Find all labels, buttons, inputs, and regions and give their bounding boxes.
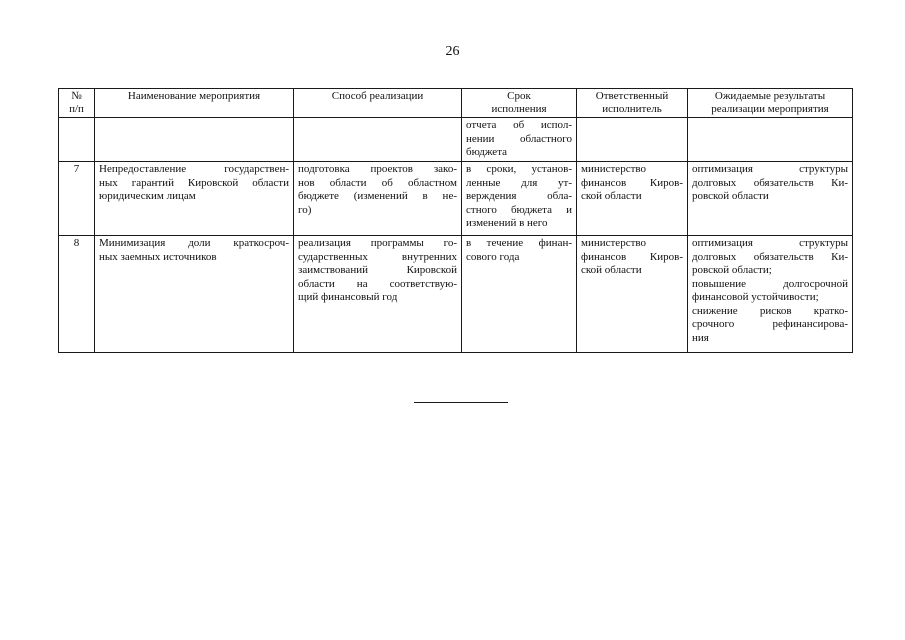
cell-expected-results [688, 118, 853, 162]
cell-line: сового года [466, 250, 520, 263]
header-line: исполнитель [602, 103, 662, 115]
cell-line: оптимизация структуры [692, 163, 848, 175]
cell-measure-name [95, 162, 294, 236]
cell-line: подготовка проектов зако- [298, 163, 457, 175]
cell-line: верждения обла- [466, 190, 572, 202]
cell-line: ных гарантий Кировской области [99, 176, 289, 189]
cell-measure-name [95, 118, 294, 162]
header-line: Ответственный [595, 90, 669, 102]
cell-method [294, 118, 462, 162]
cell-line: ния [692, 331, 709, 344]
cell-line: реализация программы го- [298, 237, 457, 249]
cell-line: ской области [581, 190, 642, 202]
cell-line: финансов Киров- [581, 250, 683, 263]
header-line: реализации мероприятия [711, 103, 829, 115]
cell-number [59, 118, 95, 162]
header-line: Срок [507, 90, 531, 102]
cell-expected-results [688, 162, 853, 236]
cell-line: 8 [73, 237, 80, 249]
cell-method [294, 236, 462, 353]
cell-deadline [462, 162, 577, 236]
header-line: Наименование мероприятия [127, 90, 261, 102]
cell-deadline [462, 236, 577, 353]
header-line: исполнения [491, 103, 547, 115]
header-method [294, 89, 462, 118]
cell-line: в сроки, установ- [466, 163, 572, 175]
cell-line: повышение долгосрочной [692, 277, 848, 290]
header-responsible [577, 89, 688, 118]
cell-line: финансовой устойчивости; [692, 291, 819, 303]
measures-table [58, 88, 853, 353]
cell-line: ской области [581, 264, 642, 276]
cell-line: долговых обязательств Ки- [692, 250, 848, 263]
cell-line: щий финансовый год [298, 291, 398, 303]
cell-line: юридическим лицам [99, 190, 196, 202]
table-row [59, 236, 853, 353]
cell-line: долговых обязательств Ки- [692, 176, 848, 189]
header-measure-name [95, 89, 294, 118]
cell-line: сударственных внутренних [298, 250, 457, 263]
cell-line: Минимизация доли краткосроч- [99, 237, 289, 249]
cell-responsible [577, 118, 688, 162]
cell-line: нении областного [466, 132, 572, 145]
cell-line: срочного рефинансирова- [692, 318, 848, 330]
cell-line: ных заемных источников [99, 250, 217, 263]
table-row [59, 162, 853, 236]
cell-number [59, 162, 95, 236]
header-line: № [71, 90, 82, 102]
cell-measure-name [95, 236, 294, 353]
header-line: п/п [69, 103, 84, 115]
table-header-row [59, 89, 853, 118]
cell-line: финансов Киров- [581, 176, 683, 189]
cell-line: снижение рисков кратко- [692, 304, 848, 317]
cell-deadline [462, 118, 577, 162]
cell-line: заимствований Кировской [298, 264, 457, 276]
header-expected-results [688, 89, 853, 118]
header-line: Способ реализации [331, 90, 424, 102]
cell-line: бюджете (изменений в не- [298, 190, 457, 202]
cell-line: министерство [581, 237, 647, 249]
cell-line: бюджета [466, 146, 508, 158]
cell-line: отчета об испол- [466, 119, 572, 131]
table-row [59, 118, 853, 162]
header-deadline [462, 89, 577, 118]
cell-responsible [577, 236, 688, 353]
cell-line: изменений в него [466, 217, 548, 229]
cell-line: стного бюджета и [466, 203, 572, 216]
cell-line: в течение финан- [466, 237, 572, 249]
cell-number [59, 236, 95, 353]
cell-line: го) [298, 203, 312, 216]
cell-line: ровской области [692, 190, 769, 202]
cell-line: нов области об областном [298, 176, 457, 189]
header-line: Ожидаемые результаты [714, 90, 826, 102]
cell-line: 7 [73, 163, 80, 175]
end-rule [414, 402, 508, 403]
cell-line: ленные для ут- [466, 176, 572, 189]
cell-method [294, 162, 462, 236]
cell-responsible [577, 162, 688, 236]
cell-expected-results [688, 236, 853, 353]
cell-line: оптимизация структуры [692, 237, 848, 249]
header-number [59, 89, 95, 118]
cell-line: области на соответствую- [298, 277, 457, 290]
cell-line: Непредоставление государствен- [99, 163, 289, 175]
page-number: 26 [445, 44, 460, 59]
cell-line: ровской области; [692, 264, 772, 276]
cell-line: министерство [581, 163, 647, 175]
